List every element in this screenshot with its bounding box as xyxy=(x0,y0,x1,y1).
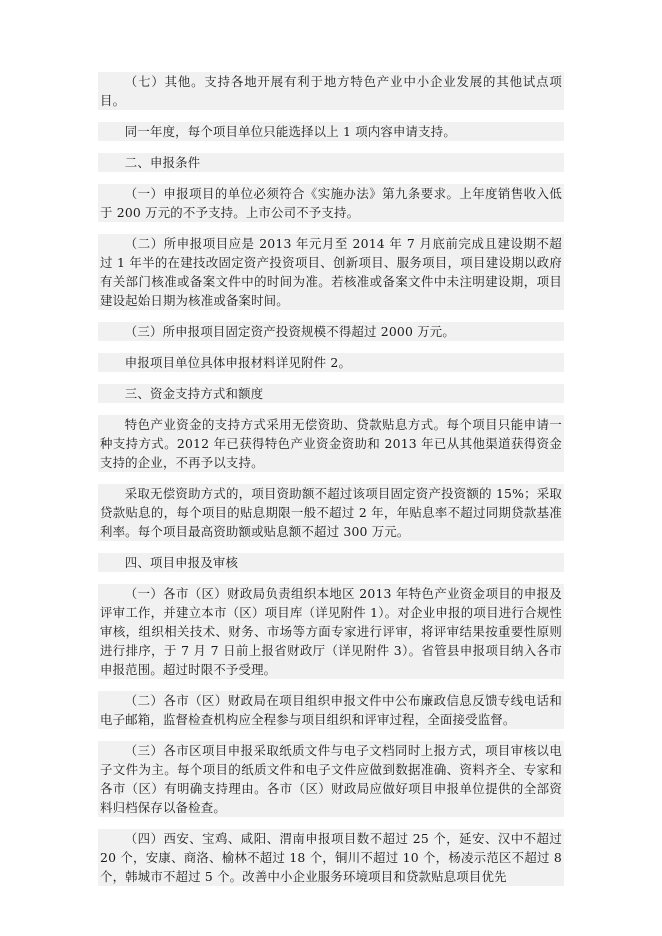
heading-application-review: 四、项目申报及审核 xyxy=(98,553,564,572)
paragraph-review-2: （二）各市（区）财政局在项目组织申报文件中公布廉政信息反馈专线电话和电子邮箱，监督检查机构应全程参与项目组织和评审过程，全面接受监督。 xyxy=(100,693,562,727)
paragraph-funding-method: 特色产业资金的支持方式采用无偿资助、贷款贴息方式。每个项目只能申请一种支持方式。2012 年已获得特色产业资金资助和 2013 年已从其他渠道获得资金支持的企业，不再予以支持。 xyxy=(100,417,562,470)
paragraph-funding-amount: 采取无偿资助方式的，项目资助额不超过该项目固定资产投资额的 15%；采取贷款贴息的，每个项目的贴息期限一般不超过 2 年，年贴息率不超过同期贷款基准利率。每个项目最高资助额或贴息额不超过 300 万元。 xyxy=(100,486,562,539)
paragraph-condition-1: （一）申报项目的单位必须符合《实施办法》第九条要求。上年度销售收入低于 200 万元的不予支持。上市公司不予支持。 xyxy=(100,186,562,220)
heading-funding-method: 三、资金支持方式和额度 xyxy=(98,384,564,403)
paragraph-condition-2: （二）所申报项目应是 2013 年元月至 2014 年 7 月底前完成且建设期不超过 1 年半的在建技改固定资产投资项目、创新项目、服务项目，项目建设期以政府有关部门核准或备案文件中的时间为准。若核准或备案文件中未注明建设期，项目建设起始日期为核准或备案时间。 xyxy=(100,236,562,308)
paragraph-review-4: （四）西安、宝鸡、咸阳、渭南申报项目数不超过 25 个，延安、汉中不超过 20 个，安康、商洛、榆林不超过 18 个，铜川不超过 10 个，杨凌示范区不超过 8 个，韩城市不超过 5 个。改善中小企业服务环境项目和贷款贴息项目优先 xyxy=(100,831,562,884)
heading-application-conditions: 二、申报条件 xyxy=(98,153,564,172)
paragraph-review-3: （三）各市区项目申报采取纸质文件与电子文档同时上报方式，项目审核以电子文件为主。每个项目的纸质文件和电子文件应做到数据准确、资料齐全、专家和各市（区）有明确支持理由。各市（区）财政局应做好项目申报单位提供的全部资料归档保存以备检查。 xyxy=(100,743,562,815)
paragraph-other-pilot: （七）其他。支持各地开展有利于地方特色产业中小企业发展的其他试点项目。 xyxy=(100,74,562,108)
paragraph-one-item-rule: 同一年度，每个项目单位只能选择以上 1 项内容申请支持。 xyxy=(98,122,564,141)
paragraph-review-1: （一）各市（区）财政局负责组织本地区 2013 年特色产业资金项目的申报及评审工作，并建立本市（区）项目库（详见附件 1）。对企业申报的项目进行合规性审核，组织相关技术、财务、市场等方面专家进行评审，将评审结果按重要性原则进行排序，于 7 月 7 日前上报省财政厅（详见附件 3）。省管县申报项目纳入各市申报范围。超过时限不予受理。 xyxy=(100,586,562,677)
document-page xyxy=(98,72,564,898)
paragraph-condition-3: （三）所申报项目固定资产投资规模不得超过 2000 万元。 xyxy=(98,322,564,341)
paragraph-materials-attachment: 申报项目单位具体申报材料详见附件 2。 xyxy=(98,353,564,372)
